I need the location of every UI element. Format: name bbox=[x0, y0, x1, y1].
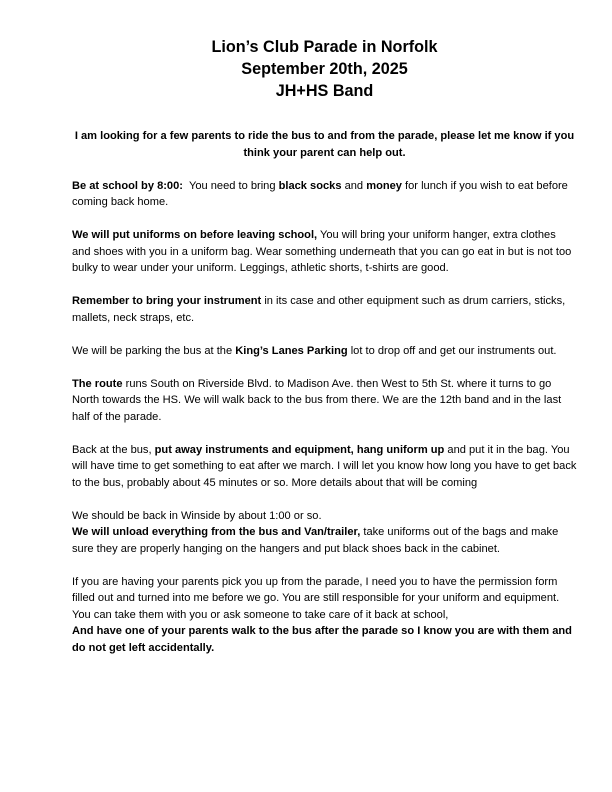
parking-location: King’s Lanes Parking bbox=[235, 344, 348, 357]
paragraph-text: and bbox=[341, 179, 367, 192]
paragraph-text: runs South on Riverside Blvd. to Madison Ave. then West to 5th St. where it turns to go North towards the HS. We will walk back to the bus from there. We are the 12th band and in the last half of the parade. bbox=[72, 377, 562, 423]
title-line-event: Lion’s Club Parade in Norfolk bbox=[211, 38, 438, 56]
paragraph-arrival bbox=[72, 178, 577, 211]
paragraph-text: Back at the bus, bbox=[72, 443, 155, 456]
paragraph-parent-walk bbox=[72, 623, 577, 656]
paragraph-text: and put it in the bag. You will have time to get something to eat after we march. I will let you know how long you have to get back to the bus, probably about 45 minutes or so. More details about that will be coming bbox=[72, 443, 577, 489]
paragraph-text: You will bring your uniform hanger, extra clothes and shoes with you in a uniform bag. Wear something underneath that you can go eat in but is not too bulky to wear under your uniform. Leggings, athletic shorts, t-shirts are good. bbox=[72, 229, 572, 274]
arrival-time: Be at school by 8:00: bbox=[72, 179, 183, 192]
title-line-group: JH+HS Band bbox=[275, 82, 374, 100]
paragraph-permission: If you are having your parents pick you up from the parade, I need you to have the permission form filled out and turned into me before we go. You are still responsible for your uniform and equipment. You can take them with you or ask someone to take care of it back at school, bbox=[72, 575, 560, 621]
paragraph-route bbox=[72, 376, 577, 426]
paragraph-text: lot to drop off and get our instruments out. bbox=[347, 344, 557, 357]
black-socks: black socks bbox=[278, 179, 342, 192]
paragraph-return-time: We should be back in Winside by about 1:00 or so. bbox=[72, 509, 322, 522]
paragraph-text: You need to bring bbox=[182, 179, 279, 192]
parent-walk-instruction: And have one of your parents walk to the bus after the parade so I know you are with them and do not get left accidentally. bbox=[72, 625, 572, 654]
document-body bbox=[72, 128, 577, 656]
paragraph-unload bbox=[72, 524, 577, 557]
intro-paragraph: I am looking for a few parents to ride the bus to and from the parade, please let me know if you think your parent can help out. bbox=[74, 130, 575, 159]
document-page bbox=[72, 36, 577, 656]
paragraph-parking bbox=[72, 343, 577, 360]
money: money bbox=[366, 179, 402, 192]
route-heading: The route bbox=[72, 377, 123, 390]
page-title bbox=[72, 36, 577, 102]
paragraph-instrument bbox=[72, 293, 577, 326]
paragraph-uniforms bbox=[72, 227, 577, 277]
put-away-instruction: put away instruments and equipment, hang uniform up bbox=[154, 443, 445, 456]
paragraph-text: We will be parking the bus at the bbox=[72, 344, 236, 357]
paragraph-text: take uniforms out of the bags and make sure they are properly hanging on the hangers and put black shoes back in the cabinet. bbox=[72, 526, 559, 555]
instrument-reminder: Remember to bring your instrument bbox=[72, 295, 262, 307]
uniforms-heading: We will put uniforms on before leaving school, bbox=[72, 229, 318, 241]
title-line-date: September 20th, 2025 bbox=[241, 60, 408, 78]
paragraph-text: in its case and other equipment such as drum carriers, sticks, mallets, neck straps, etc. bbox=[72, 295, 566, 324]
paragraph-after-march bbox=[72, 442, 577, 492]
paragraph-text: for lunch if you wish to eat before coming back home. bbox=[72, 179, 568, 208]
unload-instruction: We will unload everything from the bus and Van/trailer, bbox=[72, 526, 361, 538]
